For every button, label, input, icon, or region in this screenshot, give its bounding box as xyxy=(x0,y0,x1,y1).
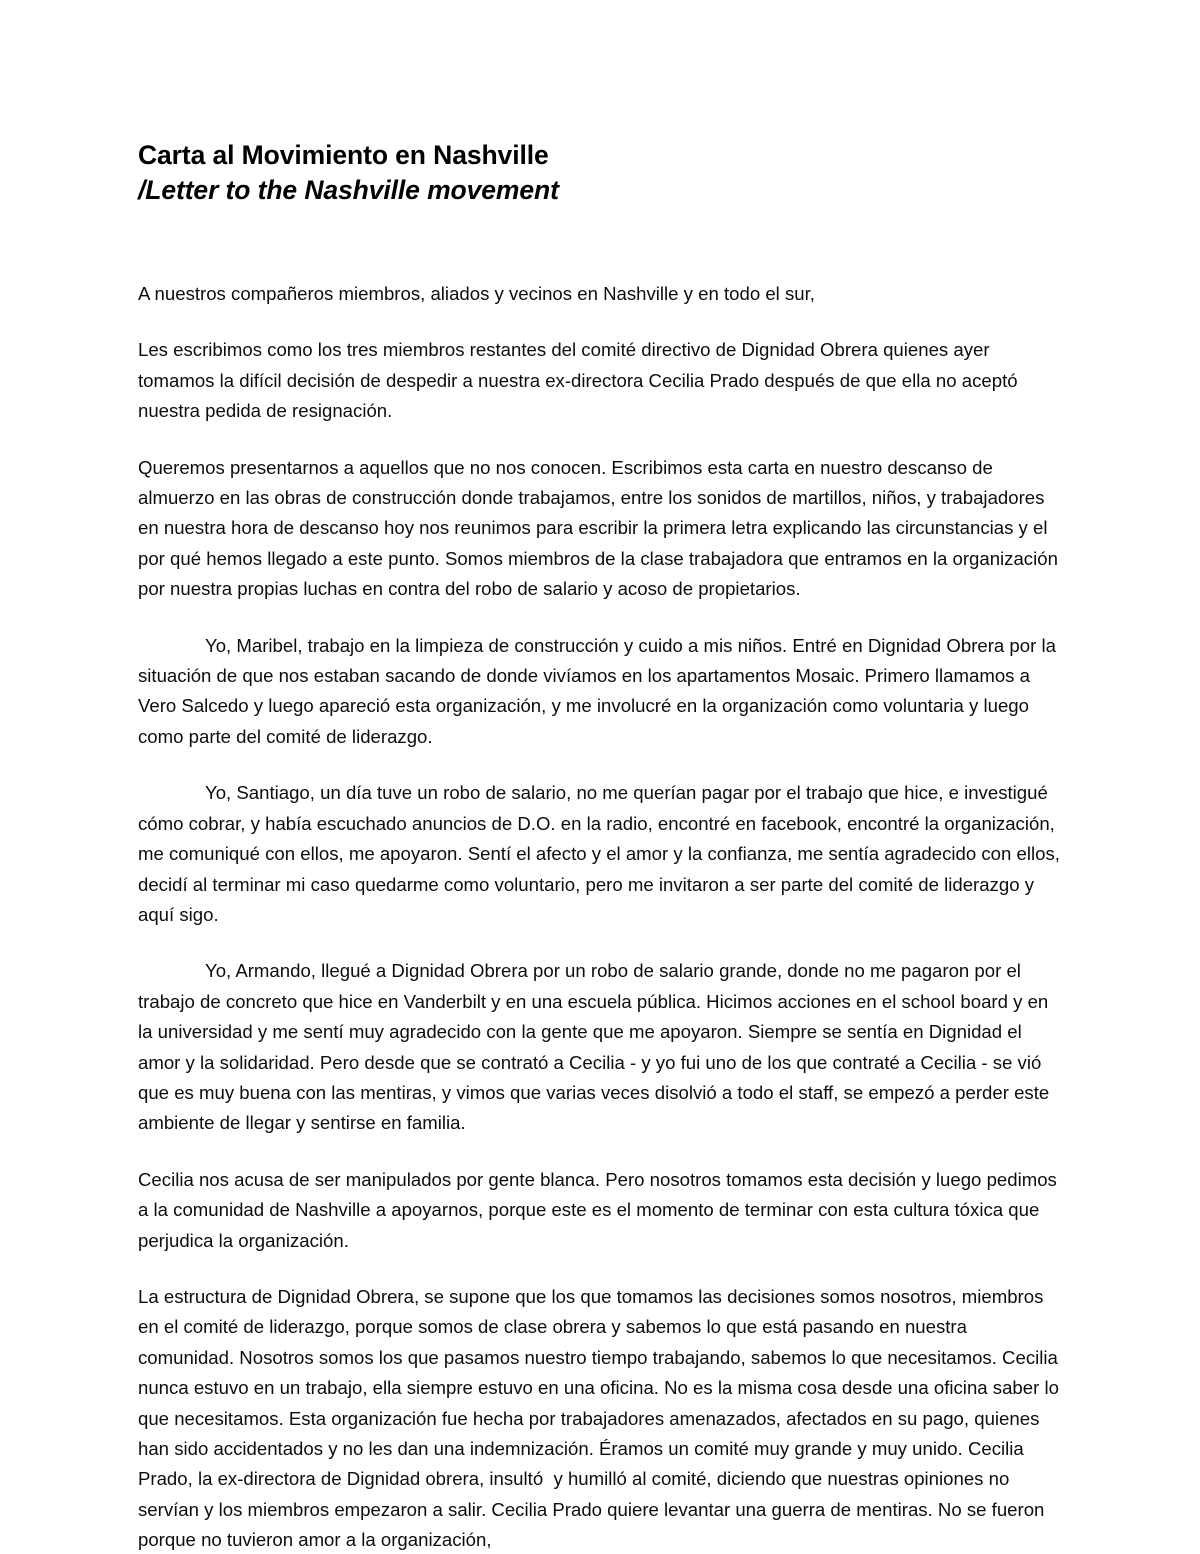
paragraph-intro-firing: Les escribimos como los tres miembros restantes del comité directivo de Dignidad Obrera quienes ayer tomamos la difícil decisión de despedir a nuestra ex-directora Cecilia Prado después de que ella no aceptó nuestra pedida de resignación. xyxy=(138,339,1023,422)
document-body xyxy=(138,138,1064,1554)
page-title xyxy=(138,138,1064,208)
paragraph-introduction-who-we-are: Queremos presentarnos a aquellos que no nos conocen. Escribimos esta carta en nuestro descanso de almuerzo en las obras de construcción donde trabajamos, entre los sonidos de martillos, niños, y trabajadores en nuestra hora de descanso hoy nos reunimos para escribir la primera letra explicando las circunstancias y el por qué hemos llegado a este punto. Somos miembros de la clase trabajadora que entramos en la organización por nuestra propias luchas en contra del robo de salario y acoso de propietarios. xyxy=(138,456,1064,600)
paragraph-testimony-santiago: Yo, Santiago, un día tuve un robo de salario, no me querían pagar por el trabajo que hice, e investigué cómo cobrar, y había escuchado anuncios de D.O. en la radio, encontré en facebook, encontré la organización, me comuniqué con ellos, me apoyaron. Sentí el afecto y el amor y la confianza, me sentía agradecido con ellos, decidí al terminar mi caso quedarme como voluntario, pero me invitaron a ser parte del comité de liderazgo y aquí sigo. xyxy=(138,782,1066,925)
title-spacer xyxy=(138,208,1064,279)
page-title-spanish: Carta al Movimiento en Nashville xyxy=(138,140,549,170)
page-title-english: /Letter to the Nashville movement xyxy=(138,175,559,205)
paragraph-accusation-response: Cecilia nos acusa de ser manipulados por gente blanca. Pero nosotros tomamos esta decisión y luego pedimos a la comunidad de Nashville a apoyarnos, porque este es el momento de terminar con esta cultura tóxica que perjudica la organización. xyxy=(138,1168,1063,1251)
paragraph-organizational-structure: La estructura de Dignidad Obrera, se supone que los que tomamos las decisiones somos nosotros, miembros en el comité de liderazgo, porque somos de clase obrera y sabemos lo que está pasando en nuestra comunidad. Nosotros somos los que pasamos nuestro tiempo trabajando, sabemos lo que necesitamos. Cecilia nunca estuvo en un trabajo, ella siempre estuvo en una oficina. No es la misma cosa desde una oficina saber lo que necesitamos. Esta organización fue hecha por trabajadores amenazados, afectados en su pago, quienes han sido accidentados y no les dan una indemnización. Éramos un comité muy grande y muy unido. Cecilia Prado, la ex-directora de Dignidad obrera, insultó y humilló al comité, diciendo que nuestras opiniones no servían y los miembros empezaron a salir. Cecilia Prado quiere levantar una guerra de mentiras. No se fueron porque no tuvieron amor a la organización, xyxy=(138,1285,1065,1551)
paragraph-testimony-armando: Yo, Armando, llegué a Dignidad Obrera por un robo de salario grande, donde no me pagaron por el trabajo de concreto que hice en Vanderbilt y en una escuela pública. Hicimos acciones en el school board y en la universidad y me sentí muy agradecido con la gente que me apoyaron. Siempre se sentía en Dignidad el amor y la solidaridad. Pero desde que se contrató a Cecilia - y yo fui uno de los que contraté a Cecilia - se vió que es muy buena con las mentiras, y vimos que varias veces disolvió a todo el staff, se empezó a perder este ambiente de llegar y sentirse en familia. xyxy=(138,960,1055,1134)
paragraph-salutation: A nuestros compañeros miembros, aliados y vecinos en Nashville y en todo el sur, xyxy=(138,283,815,304)
paragraph-testimony-maribel: Yo, Maribel, trabajo en la limpieza de construcción y cuido a mis niños. Entré en Dignidad Obrera por la situación de que nos estaban sacando de donde vivíamos en los apartamentos Mosaic. Primero llamamos a Vero Salcedo y luego apareció esta organización, y me involucré en la organización como voluntaria y luego como parte del comité de liderazgo. xyxy=(138,634,1062,747)
letter-body xyxy=(138,279,1064,1554)
